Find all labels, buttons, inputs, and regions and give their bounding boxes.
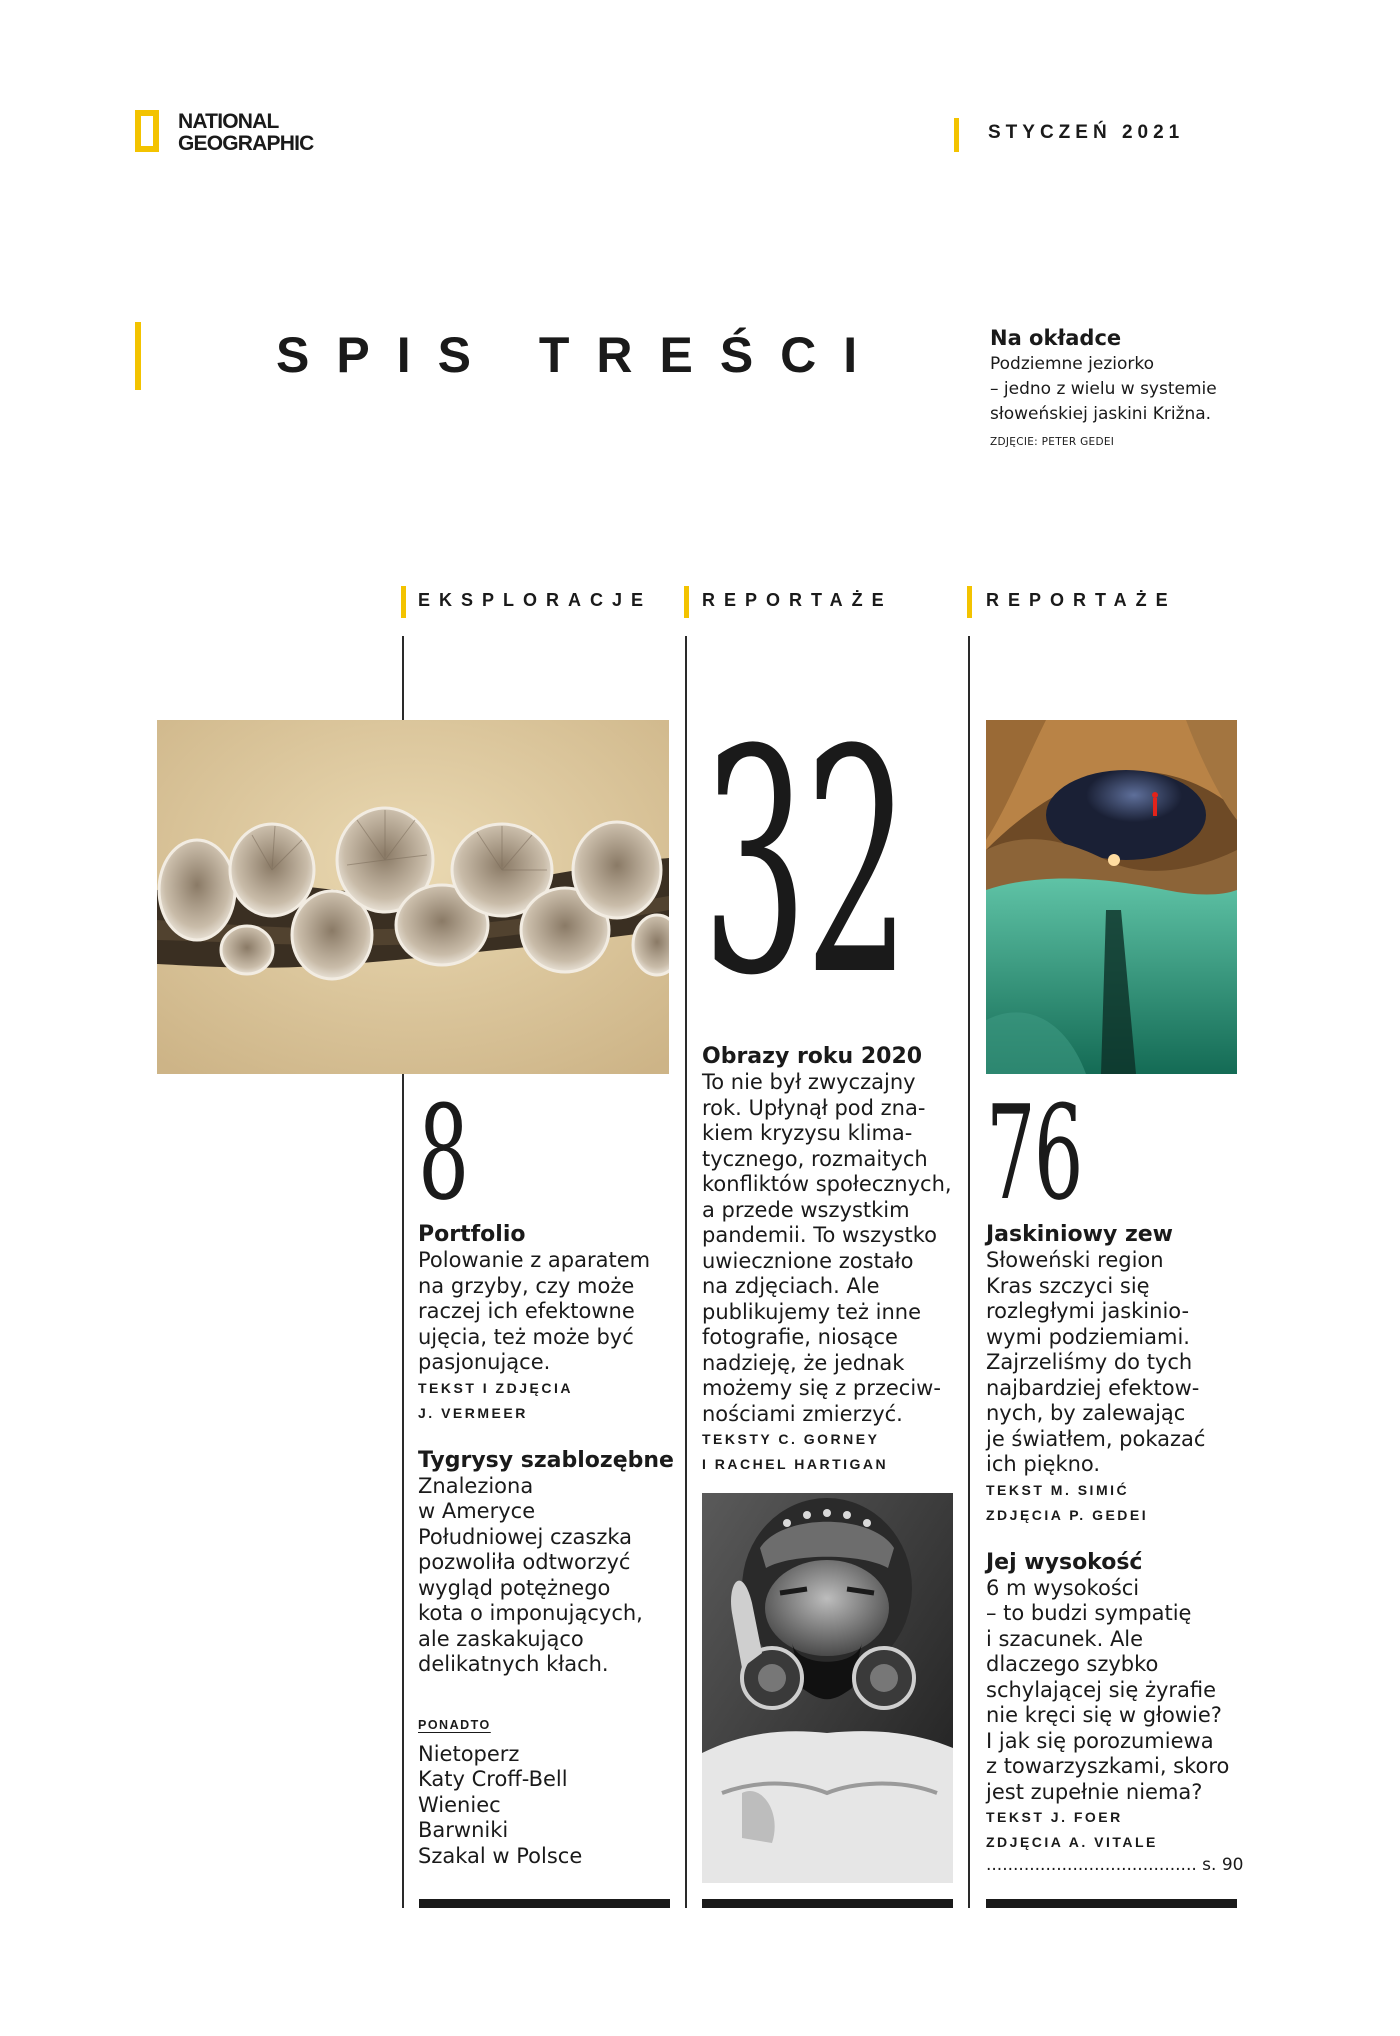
cover-note-line: Podziemne jeziorko	[990, 354, 1154, 374]
article-body-line: nych, by zalewając	[986, 1401, 1186, 1425]
article-portfolio[interactable]	[418, 1077, 678, 1869]
article-body-line: wymi podziemiami.	[986, 1324, 1190, 1349]
article-body-line: na grzyby, czy może	[418, 1273, 635, 1298]
article-body-line: jest zupełnie niema?	[986, 1779, 1203, 1804]
cave-image	[986, 720, 1237, 1074]
article-body-line: nie kręci się w głowie?	[986, 1703, 1222, 1727]
article-body-line: uwiecznione zostało	[702, 1248, 914, 1273]
cover-note-line: słoweńskiej jaskini Križna.	[990, 404, 1212, 424]
page-title: SPIS TREŚCI	[276, 327, 885, 383]
article-credit: TEKST J. FOER	[986, 1809, 1123, 1825]
article-body-line: w Ameryce	[418, 1499, 536, 1523]
article-body-line: publikujemy też inne	[702, 1299, 922, 1324]
article-body-line: Kras szczyci się	[986, 1273, 1150, 1298]
article-body-line: dlaczego szybko	[986, 1652, 1159, 1676]
cover-note	[990, 324, 1250, 453]
more-heading: PONADTO	[418, 1717, 491, 1732]
column-end-rule	[986, 1899, 1237, 1908]
column-divider	[968, 636, 970, 1908]
more-item[interactable]: Wieniec	[418, 1792, 501, 1817]
section-accent-bar	[684, 586, 689, 618]
article-body-line: Południowej czaszka	[418, 1524, 633, 1549]
article-title: Portfolio	[418, 1222, 526, 1247]
mushrooms-photo[interactable]	[157, 720, 669, 1074]
article-body-line: ale zaskakująco	[418, 1626, 584, 1651]
article-credit: ZDJĘCIA A. VITALE	[986, 1834, 1158, 1850]
article-body-line: rok. Upłynął pod zna-	[702, 1095, 926, 1120]
issue-date: STYCZEŃ 2021	[988, 122, 1185, 143]
article-body-line: a przede wszystkim	[702, 1197, 910, 1222]
section-accent-bar	[401, 586, 406, 618]
article-title: Obrazy roku 2020	[702, 1044, 923, 1069]
title-accent-bar	[135, 322, 141, 390]
article-body-line: To nie był zwyczajny	[702, 1070, 916, 1094]
cave-photo[interactable]	[986, 720, 1237, 1074]
article-jaskiniowy-zew[interactable]	[986, 1077, 1246, 1875]
article-body-line: kota o imponujących,	[418, 1601, 643, 1625]
article-credit: ZDJĘCIA P. GEDEI	[986, 1506, 1149, 1523]
article-body-line: ujęcia, też może być	[418, 1324, 634, 1349]
section-head-eksploracje[interactable]: EKSPLORACJE	[418, 590, 653, 610]
article-body-line: Znaleziona	[418, 1473, 534, 1498]
more-item[interactable]: Katy Croff-Bell	[418, 1767, 568, 1791]
article-body-line: ich piękno.	[986, 1452, 1101, 1476]
article-credit: J. VERMEER	[418, 1404, 528, 1421]
article-title[interactable]: Jej wysokość	[986, 1549, 1143, 1575]
page-number: 8	[418, 1077, 470, 1229]
section-head-reportaze-1[interactable]: REPORTAŻE	[702, 590, 893, 610]
article-body-line: najbardziej efektow-	[986, 1375, 1200, 1400]
article-body-line: – to budzi sympatię	[986, 1601, 1192, 1625]
article-body-line: nościami zmierzyć.	[702, 1401, 903, 1426]
article-body-line: i szacunek. Ale	[986, 1626, 1144, 1651]
column-divider	[685, 636, 687, 1908]
article-body-line: 6 m wysokości	[986, 1575, 1140, 1600]
article-body-line: pasjonujące.	[418, 1350, 551, 1374]
article-credit: TEKST M. SIMIĆ	[986, 1481, 1130, 1498]
article-credit: I RACHEL HARTIGAN	[702, 1456, 889, 1472]
article-body-line: pozwoliła odtworzyć	[418, 1550, 631, 1574]
gas-mask-image	[702, 1493, 953, 1883]
column-end-rule	[419, 1899, 670, 1908]
logo-text-line2: GEOGRAPHIC	[178, 132, 314, 155]
article-body-line: Polowanie z aparatem	[418, 1248, 651, 1272]
more-item[interactable]: Szakal w Polsce	[418, 1843, 583, 1868]
article-body-line: konfliktów społecznych,	[702, 1172, 952, 1196]
cover-note-line: – jedno z wielu w systemie	[990, 379, 1217, 399]
column-end-rule	[702, 1899, 953, 1908]
page-number: 32	[702, 684, 908, 1043]
article-body-line: I jak się porozumiewa	[986, 1728, 1214, 1753]
article-body-line: rozległymi jaskinio-	[986, 1299, 1190, 1323]
page-reference[interactable]: ....................................... s. 90	[986, 1855, 1244, 1875]
gas-mask-photo[interactable]	[702, 1493, 953, 1883]
article-body-line: Słoweński region	[986, 1248, 1164, 1272]
article-body-line: delikatnych kłach.	[418, 1652, 609, 1676]
article-body-line: wygląd potężnego	[418, 1575, 611, 1600]
article-body-line: możemy się z przeciw-	[702, 1376, 941, 1400]
article-body-line: na zdjęciach. Ale	[702, 1274, 880, 1298]
section-accent-bar	[967, 586, 972, 618]
article-body-line: pandemii. To wszystko	[702, 1223, 938, 1247]
section-head-reportaze-2[interactable]: REPORTAŻE	[986, 590, 1177, 610]
article-body-line: nadzieję, że jednak	[702, 1350, 905, 1375]
article-body-line: tycznego, rozmaitych	[702, 1146, 928, 1171]
cover-note-credit: ZDJĘCIE: PETER GEDEI	[990, 436, 1115, 448]
article-body-line: z towarzyszkami, skoro	[986, 1754, 1230, 1778]
article-body-line: fotografie, niosące	[702, 1325, 898, 1349]
article-body-line: Zajrzeliśmy do tych	[986, 1350, 1193, 1374]
article-title[interactable]: Tygrysy szablozębne	[418, 1447, 674, 1473]
article-body-line: raczej ich efektowne	[418, 1299, 635, 1323]
date-accent-bar	[954, 118, 959, 152]
article-credit: TEKSTY C. GORNEY	[702, 1431, 880, 1447]
more-item[interactable]: Nietoperz	[418, 1741, 520, 1766]
mushrooms-image	[157, 720, 669, 1074]
logo-text-line1: NATIONAL	[178, 110, 279, 133]
page-number: 76	[986, 1077, 1082, 1229]
yellow-frame-icon	[135, 110, 159, 152]
article-body-line: schylającej się żyrafie	[986, 1677, 1217, 1702]
article-title: Jaskiniowy zew	[986, 1222, 1173, 1247]
more-item[interactable]: Barwniki	[418, 1818, 509, 1842]
article-body-line: je światłem, pokazać	[986, 1426, 1206, 1451]
cover-note-heading: Na okładce	[990, 326, 1122, 350]
national-geographic-logo[interactable]	[135, 108, 335, 164]
article-body-line: kiem kryzysu klima-	[702, 1121, 913, 1145]
article-credit: TEKST I ZDJĘCIA	[418, 1379, 573, 1396]
article-obrazy-roku[interactable]	[702, 684, 962, 1477]
